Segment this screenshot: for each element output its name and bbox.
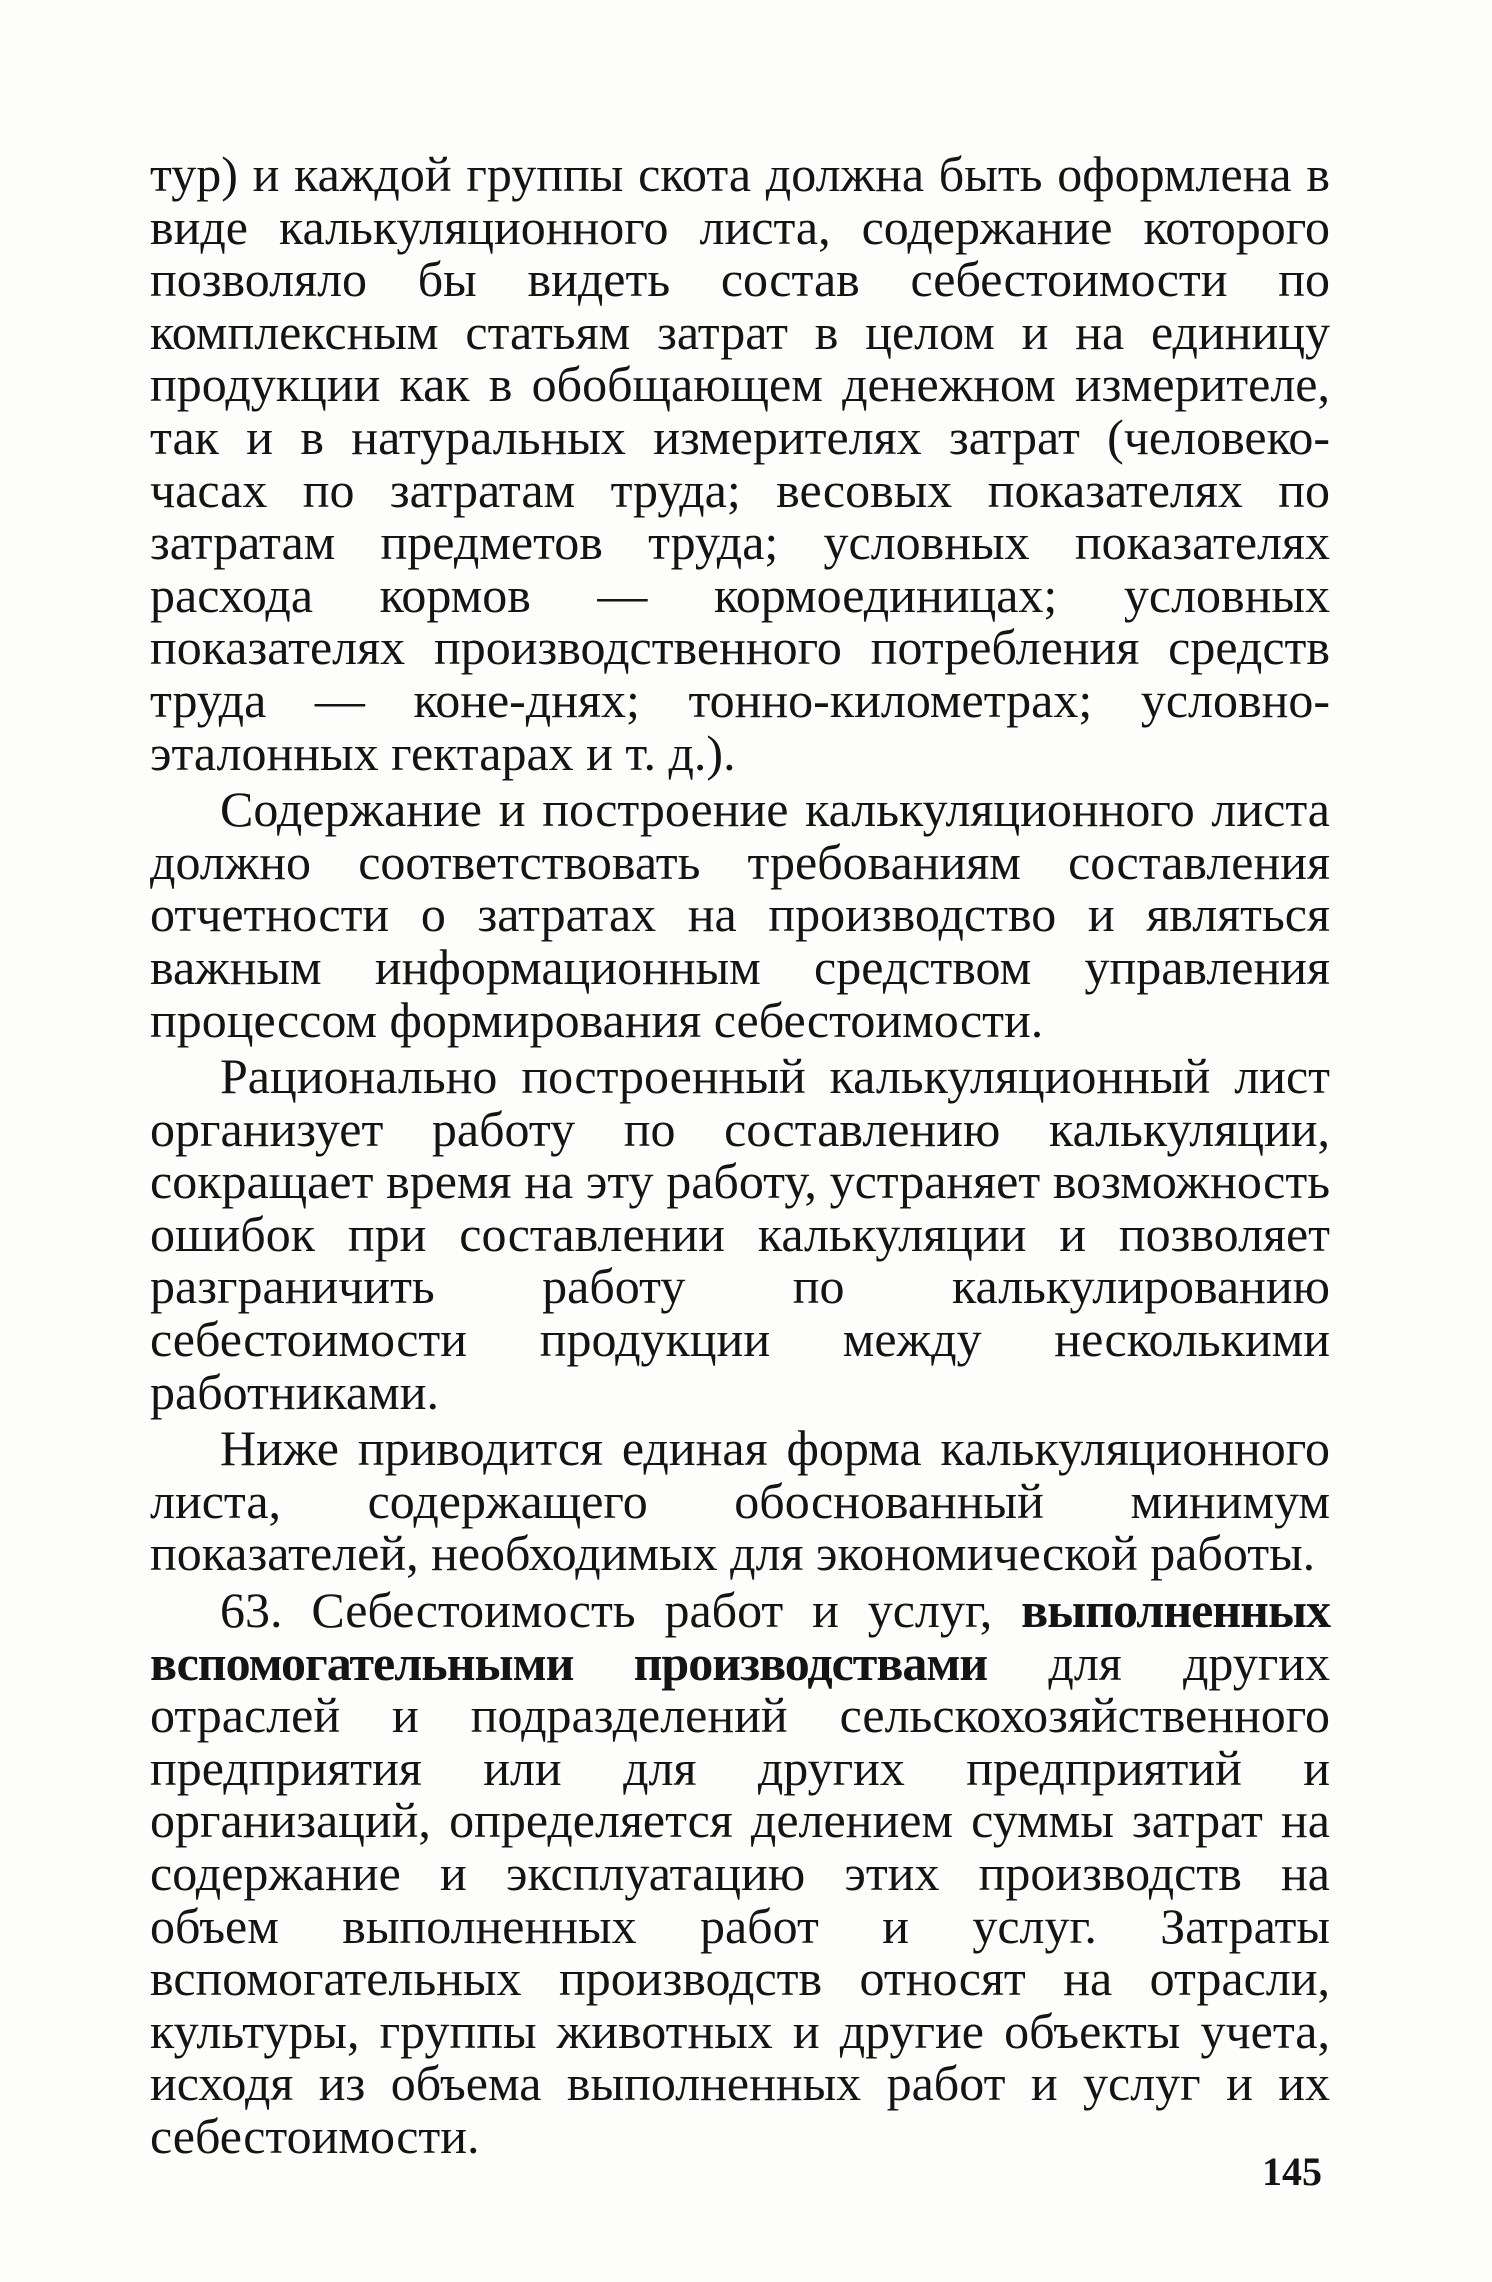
- section-63-lead: 63. Себестоимость работ и услуг,: [220, 1582, 1022, 1639]
- section-63-bold-term: выполненных вспомогательными производствами: [150, 1582, 1330, 1691]
- paragraph-calc-sheet-content: Содержание и построение калькуляционного листа должно соответствовать требованиям составления отчетности о затратах на производство и являться важным информационным средством управления процессом формирования себестоимости.: [150, 781, 1330, 1048]
- section-63-rest: для других отраслей и подразделений сельскохозяйственного предприятия или для других предприятий и организаций, определяется делением суммы затрат на содержание и эксплуатацию этих производств на объем выполненных работ и услуг. Затраты вспомогательных производств относят на отрасли, культуры, группы животных и другие объекты учета, исходя из объема выполненных работ и услуг и их себестоимости.: [150, 1634, 1330, 2164]
- paragraph-continuation: тур) и каждой группы скота должна быть оформлена в виде калькуляционного листа, содержание которого позволяло бы видеть состав себестоимости по комплексным статьям затрат в целом и на единицу продукции как в обобщающем денежном измерителе, так и в натуральных измерителях затрат (человеко-часах по затратам труда; весовых показателях по затратам предметов труда; условных показателях расхода кормов — кормоединицах; условных показателях производственного потребления средств труда — коне-днях; тонно-километрах; условно-эталонных гектарах и т. д.).: [150, 146, 1330, 781]
- paragraph-section-63: [150, 1584, 1330, 2163]
- body-text: [150, 148, 1330, 2163]
- page-number: 145: [1262, 2149, 1322, 2194]
- paragraph-rational-sheet: Рационально построенный калькуляционный лист организует работу по составлению калькуляции, сокращает время на эту работу, устраняет возможность ошибок при составлении калькуляции и позволяет разграничить работу по калькулированию себестоимости продукции между несколькими работниками.: [150, 1048, 1330, 1420]
- paragraph-unified-form: Ниже приводится единая форма калькуляционного листа, содержащего обоснованный минимум показателей, необходимых для экономической работы.: [150, 1420, 1330, 1582]
